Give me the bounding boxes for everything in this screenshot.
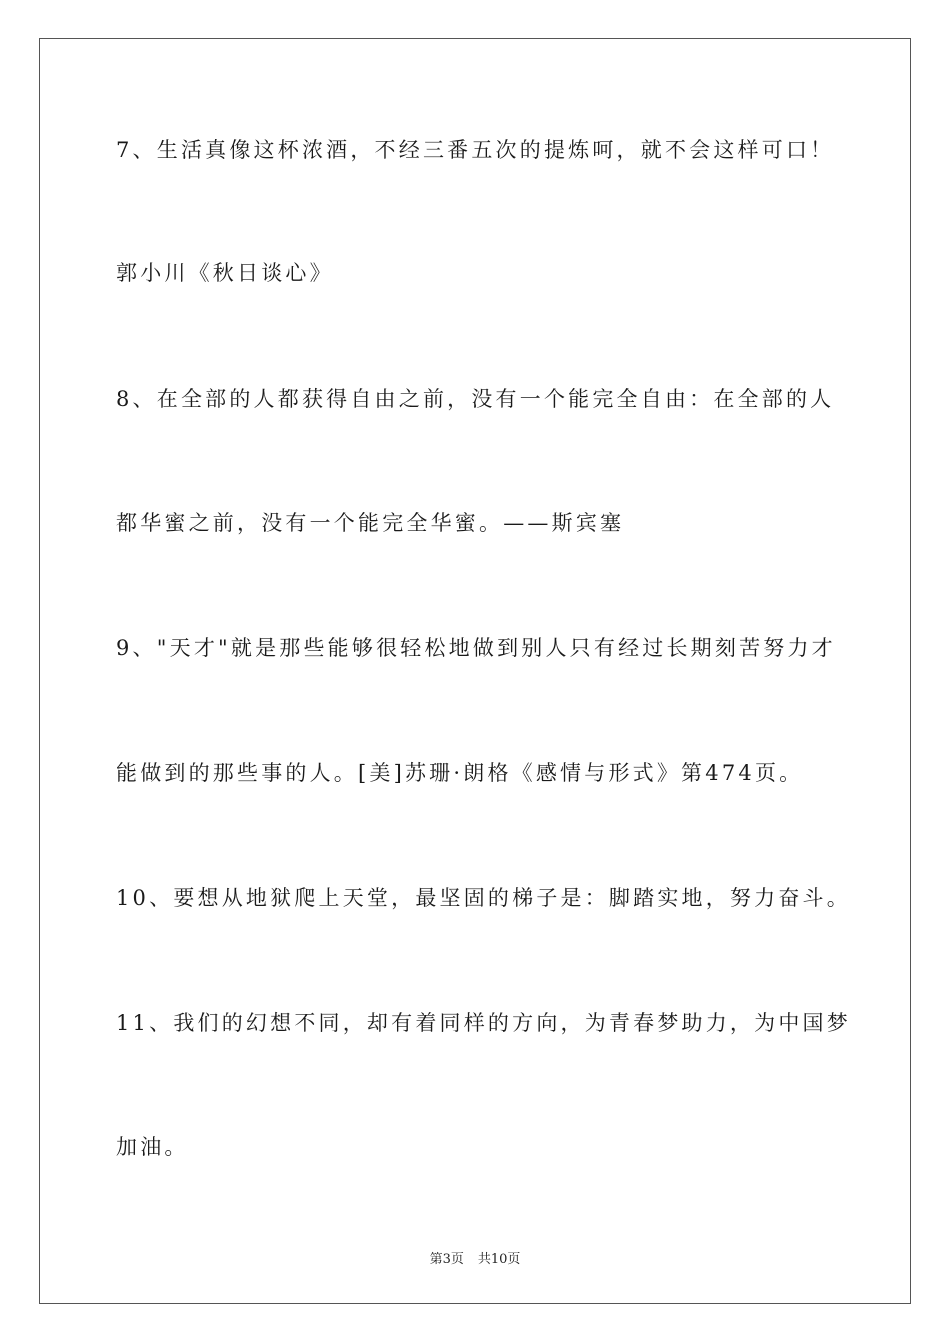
text-line: 能做到的那些事的人。[美]苏珊·朗格《感情与形式》第474页。 — [116, 761, 804, 785]
page-footer — [0, 1248, 950, 1267]
text-line: 都华蜜之前，没有一个能完全华蜜。——斯宾塞 — [116, 511, 625, 535]
text-line: 11、我们的幻想不同，却有着同样的方向，为青春梦助力，为中国梦 — [116, 1011, 851, 1035]
page-number: 第3页 — [429, 1252, 464, 1267]
page-total: 共10页 — [477, 1252, 521, 1267]
text-line: 10、要想从地狱爬上天堂，最坚固的梯子是：脚踏实地，努力奋斗。 — [116, 886, 851, 910]
text-line: 8、在全部的人都获得自由之前，没有一个能完全自由：在全部的人 — [116, 387, 835, 411]
text-line: 7、生活真像这杯浓酒，不经三番五次的提炼呵，就不会这样可口！ — [116, 138, 835, 162]
text-line: 9、"天才"就是那些能够很轻松地做到别人只有经过长期刻苦努力才 — [116, 636, 836, 660]
text-line: 加油。 — [116, 1135, 189, 1159]
page-border — [39, 38, 911, 1304]
text-line: 郭小川《秋日谈心》 — [116, 261, 334, 285]
